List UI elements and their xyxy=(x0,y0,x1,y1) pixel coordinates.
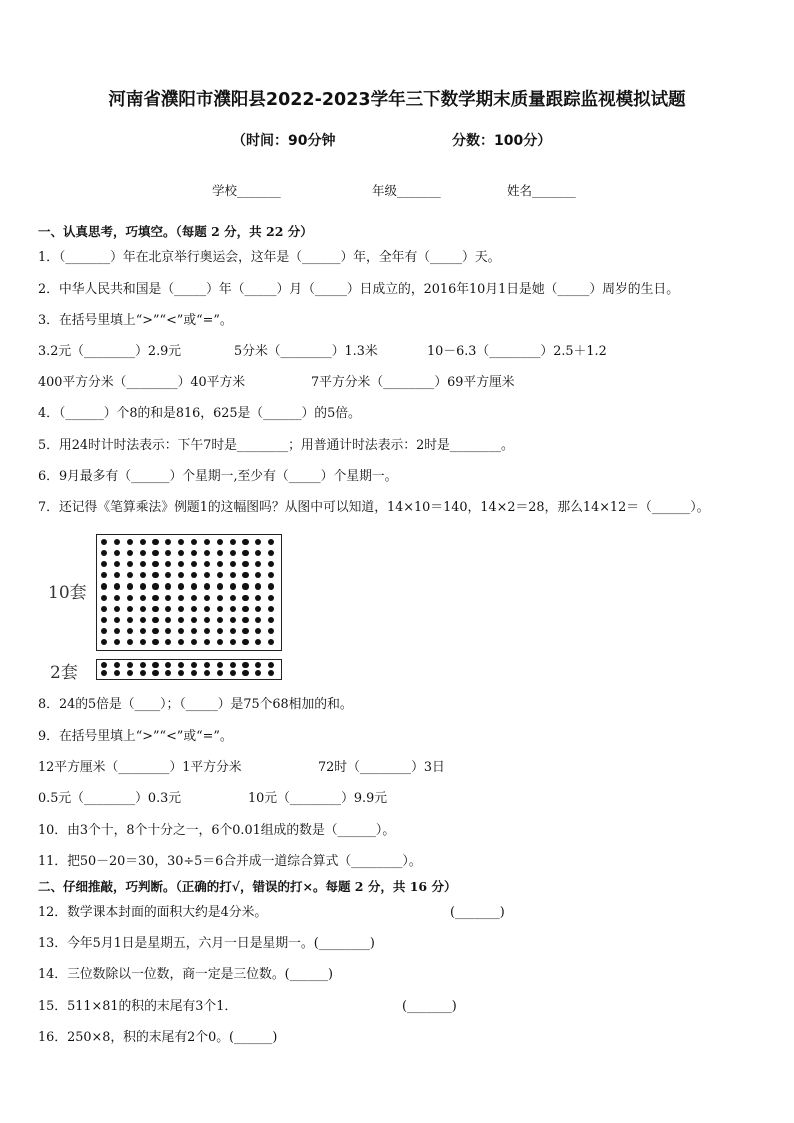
dot xyxy=(255,572,261,578)
dot xyxy=(255,628,261,634)
dot xyxy=(255,639,261,645)
dot xyxy=(101,662,107,668)
dot xyxy=(255,550,261,556)
section-1-heading: 一、认真思考，巧填空。（每题 2 分，共 22 分） xyxy=(38,224,313,239)
answer-blank[interactable]: (_______) xyxy=(402,999,457,1014)
dot xyxy=(152,595,158,601)
dot xyxy=(204,539,210,545)
dot xyxy=(178,572,184,578)
dot xyxy=(127,670,133,676)
dot xyxy=(114,583,120,589)
dot xyxy=(140,572,146,578)
dot xyxy=(127,617,133,623)
dot xyxy=(242,583,248,589)
dot xyxy=(242,617,248,623)
dot xyxy=(101,539,107,545)
answer-blank[interactable]: (_______) xyxy=(450,905,505,920)
dot xyxy=(152,639,158,645)
dot xyxy=(230,583,236,589)
dot xyxy=(217,572,223,578)
dot xyxy=(255,662,261,668)
dot xyxy=(140,583,146,589)
dot xyxy=(191,639,197,645)
compare-item: 3.2元（________）2.9元 xyxy=(38,344,182,359)
dot xyxy=(191,606,197,612)
dot xyxy=(178,617,184,623)
question-6: 6．9月最多有（______）个星期一,至少有（_____）个星期一。 xyxy=(38,469,398,484)
dot xyxy=(114,606,120,612)
dot xyxy=(152,606,158,612)
dot xyxy=(114,572,120,578)
dot xyxy=(268,662,274,668)
dot xyxy=(230,606,236,612)
dot xyxy=(191,539,197,545)
dot xyxy=(204,628,210,634)
dot xyxy=(268,606,274,612)
dot xyxy=(140,628,146,634)
dot xyxy=(242,561,248,567)
question-11: 11．把50－20＝30，30÷5＝6合并成一道综合算式（________）。 xyxy=(38,854,422,869)
question-10: 10．由3个十，8个十分之一，6个0.01组成的数是（______）。 xyxy=(38,823,396,838)
dot xyxy=(230,550,236,556)
dot xyxy=(152,583,158,589)
dot xyxy=(217,561,223,567)
dot xyxy=(178,670,184,676)
dot xyxy=(152,550,158,556)
dot xyxy=(191,617,197,623)
dot xyxy=(101,606,107,612)
dot xyxy=(165,662,171,668)
dot xyxy=(191,572,197,578)
dot xyxy=(217,539,223,545)
dot xyxy=(165,628,171,634)
dot xyxy=(101,628,107,634)
dot xyxy=(165,583,171,589)
question-3: 3．在括号里填上“>”“<”或“=”。 xyxy=(38,313,233,328)
compare-item: 7平方分米（________）69平方厘米 xyxy=(311,375,515,390)
question-8: 8．24的5倍是（____）；（_____）是75个68相加的和。 xyxy=(38,697,353,712)
dot xyxy=(140,561,146,567)
dot xyxy=(255,561,261,567)
dot xyxy=(101,617,107,623)
dot xyxy=(165,550,171,556)
dot xyxy=(165,595,171,601)
figure-label-2-sets: 2套 xyxy=(50,663,78,683)
dot xyxy=(217,639,223,645)
dot xyxy=(101,595,107,601)
dot xyxy=(114,550,120,556)
dot xyxy=(101,583,107,589)
dot xyxy=(191,561,197,567)
dot xyxy=(204,572,210,578)
dot xyxy=(217,670,223,676)
dot xyxy=(114,628,120,634)
school-field[interactable]: 学校_______ xyxy=(212,183,281,198)
dot xyxy=(268,595,274,601)
dot xyxy=(217,595,223,601)
dot xyxy=(255,606,261,612)
dot xyxy=(230,639,236,645)
dot xyxy=(140,639,146,645)
dot xyxy=(255,617,261,623)
dot xyxy=(101,561,107,567)
dot xyxy=(152,662,158,668)
dot xyxy=(165,617,171,623)
dot xyxy=(242,628,248,634)
compare-item: 72时（________）3日 xyxy=(318,760,445,775)
section-2-heading: 二、仔细推敲，巧判断。（正确的打√，错误的打×。每题 2 分，共 16 分） xyxy=(38,879,457,894)
dot xyxy=(204,583,210,589)
dot xyxy=(230,617,236,623)
dot xyxy=(230,572,236,578)
dot xyxy=(255,539,261,545)
dot xyxy=(101,550,107,556)
dot xyxy=(191,595,197,601)
dot xyxy=(127,606,133,612)
dot xyxy=(255,595,261,601)
dot xyxy=(165,670,171,676)
dot xyxy=(217,606,223,612)
dot xyxy=(178,550,184,556)
dot xyxy=(101,572,107,578)
dot xyxy=(127,539,133,545)
dot xyxy=(204,561,210,567)
dot xyxy=(230,539,236,545)
dot xyxy=(165,572,171,578)
dot xyxy=(230,670,236,676)
dot xyxy=(204,617,210,623)
dot xyxy=(140,539,146,545)
dot xyxy=(204,606,210,612)
dot xyxy=(114,617,120,623)
dot-grid-10-rows xyxy=(96,534,282,651)
dot xyxy=(140,670,146,676)
dot xyxy=(140,662,146,668)
question-12: 12．数学课本封面的面积大约是4分米。 xyxy=(38,905,268,920)
dot xyxy=(140,550,146,556)
dot xyxy=(165,539,171,545)
dot xyxy=(191,550,197,556)
dot xyxy=(178,595,184,601)
dot xyxy=(127,561,133,567)
dot xyxy=(178,606,184,612)
dot xyxy=(178,539,184,545)
dot xyxy=(204,662,210,668)
question-9: 9．在括号里填上“>”“<”或“=”。 xyxy=(38,729,233,744)
dot xyxy=(191,670,197,676)
dot xyxy=(178,561,184,567)
dot xyxy=(242,550,248,556)
dot xyxy=(268,617,274,623)
dot xyxy=(242,662,248,668)
question-15: 15．511×81的积的末尾有3个1． xyxy=(38,999,238,1014)
dot xyxy=(204,595,210,601)
dot xyxy=(165,639,171,645)
dot xyxy=(152,561,158,567)
dot xyxy=(178,662,184,668)
dot xyxy=(268,550,274,556)
dot xyxy=(114,639,120,645)
dot xyxy=(268,628,274,634)
dot xyxy=(127,572,133,578)
dot xyxy=(127,662,133,668)
dot xyxy=(165,606,171,612)
dot xyxy=(114,561,120,567)
dot xyxy=(268,539,274,545)
dot xyxy=(204,550,210,556)
dot xyxy=(242,539,248,545)
question-1: 1．（_______）年在北京举行奥运会，这年是（______）年，全年有（_____）天。 xyxy=(38,250,501,265)
name-field[interactable]: 姓名_______ xyxy=(507,183,576,198)
dot xyxy=(178,583,184,589)
dot xyxy=(204,639,210,645)
question-2: 2．中华人民共和国是（_____）年（_____）月（_____）日成立的，2016年10月1日是她（_____）周岁的生日。 xyxy=(38,282,679,297)
dot xyxy=(268,583,274,589)
figure-label-10-sets: 10套 xyxy=(48,583,87,603)
dot xyxy=(204,670,210,676)
dot xyxy=(152,572,158,578)
dot xyxy=(268,639,274,645)
dot xyxy=(114,595,120,601)
dot xyxy=(268,561,274,567)
dot xyxy=(127,639,133,645)
dot xyxy=(101,670,107,676)
dot xyxy=(165,561,171,567)
dot xyxy=(230,561,236,567)
dot xyxy=(230,595,236,601)
dot xyxy=(268,572,274,578)
dot xyxy=(217,550,223,556)
question-7: 7．还记得《笔算乘法》例题1的这幅图吗？从图中可以知道，14×10＝140，14×2＝28，那么14×12＝（______）。 xyxy=(38,500,710,515)
dot xyxy=(217,662,223,668)
compare-item: 0.5元（________）0.3元 xyxy=(38,791,182,806)
dot xyxy=(242,670,248,676)
dot xyxy=(140,606,146,612)
dot xyxy=(178,639,184,645)
dot-grid-2-rows xyxy=(96,659,282,680)
question-14: 14．三位数除以一位数，商一定是三位数。(______) xyxy=(38,967,334,982)
exam-score: 分数：100分） xyxy=(452,133,552,149)
dot xyxy=(127,583,133,589)
dot xyxy=(242,606,248,612)
dot xyxy=(242,639,248,645)
dot xyxy=(268,670,274,676)
dot xyxy=(217,628,223,634)
dot xyxy=(178,628,184,634)
dot xyxy=(140,617,146,623)
dot xyxy=(127,550,133,556)
question-13: 13．今年5月1日是星期五，六月一日是星期一。(________) xyxy=(38,936,375,951)
question-16: 16．250×8，积的末尾有2个0。(______) xyxy=(38,1030,278,1045)
dot xyxy=(127,628,133,634)
dot xyxy=(114,662,120,668)
dot xyxy=(191,628,197,634)
grade-field[interactable]: 年级_______ xyxy=(372,183,441,198)
dot xyxy=(114,539,120,545)
dot xyxy=(230,662,236,668)
dot xyxy=(242,595,248,601)
dot xyxy=(217,583,223,589)
compare-item: 400平方分米（________）40平方米 xyxy=(38,375,246,390)
dot xyxy=(101,639,107,645)
dot xyxy=(255,583,261,589)
dot xyxy=(255,670,261,676)
dot xyxy=(230,628,236,634)
question-5: 5．用24时计时法表示：下午7时是________；用普通计时法表示：2时是________。 xyxy=(38,438,514,453)
compare-item: 10元（________）9.9元 xyxy=(248,791,388,806)
page-title: 河南省濮阳市濮阳县2022-2023学年三下数学期末质量跟踪监视模拟试题 xyxy=(108,90,686,110)
dot xyxy=(191,662,197,668)
compare-item: 10－6.3（________）2.5＋1.2 xyxy=(427,344,607,359)
dot xyxy=(114,670,120,676)
dot xyxy=(152,539,158,545)
compare-item: 12平方厘米（________）1平方分米 xyxy=(38,760,242,775)
question-4: 4．（______）个8的和是816，625是（______）的5倍。 xyxy=(38,406,361,421)
exam-time: （时间：90分钟 xyxy=(232,133,336,149)
compare-item: 5分米（________）1.3米 xyxy=(234,344,378,359)
dot xyxy=(152,617,158,623)
dot xyxy=(152,670,158,676)
dot xyxy=(242,572,248,578)
dot xyxy=(152,628,158,634)
dot xyxy=(140,595,146,601)
dot xyxy=(127,595,133,601)
dot-array-figure xyxy=(40,532,290,682)
dot xyxy=(191,583,197,589)
dot xyxy=(217,617,223,623)
